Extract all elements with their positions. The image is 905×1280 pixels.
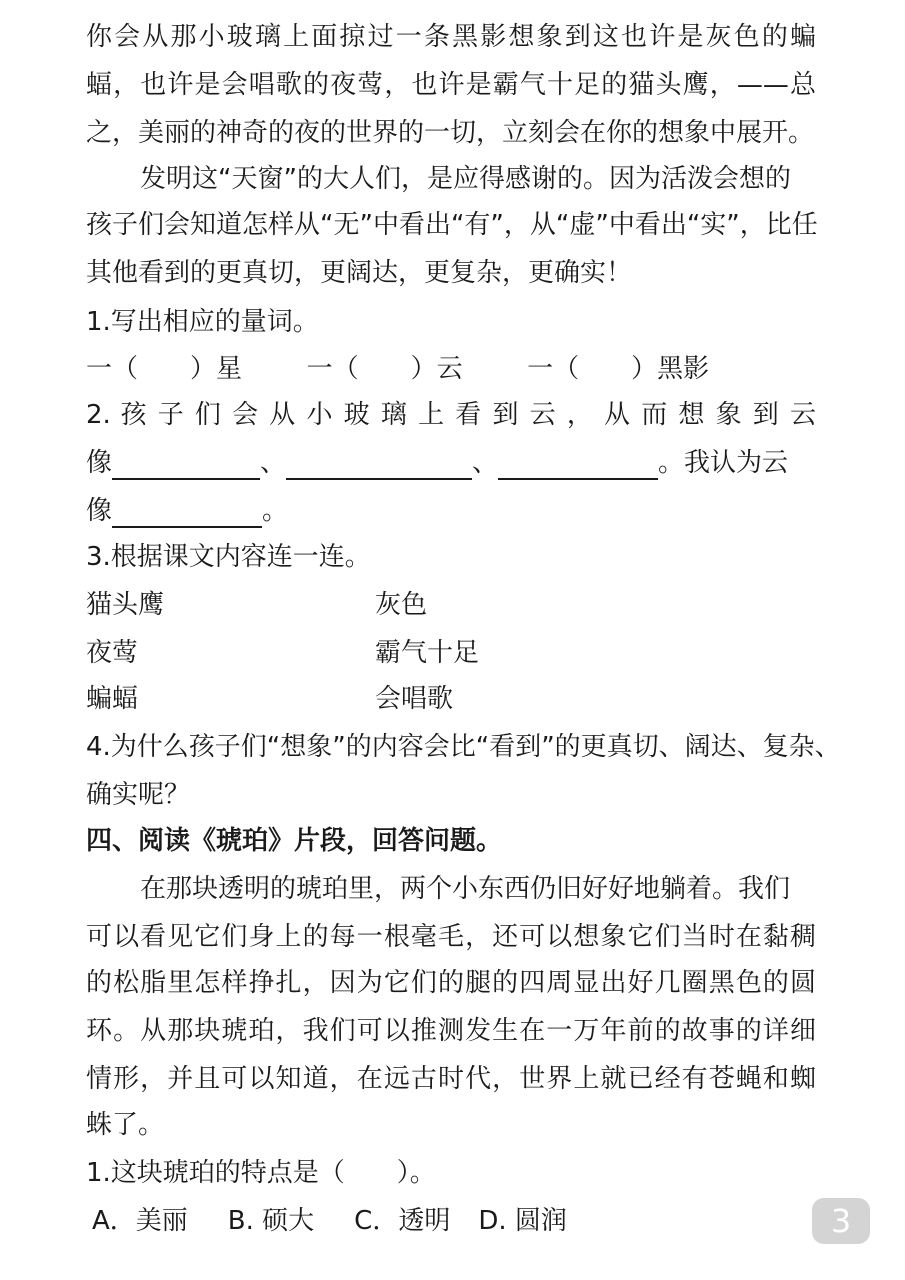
answer-blank[interactable] [112,450,260,480]
answer-blank[interactable] [498,450,658,480]
section-4-question-1: 1.这块琥珀的特点是（ ）。 [86,1158,436,1188]
measure-word-row [86,352,709,386]
question-4-line: 4.为什么孩子们“想象”的内容会比“看到”的更真切、阔达、复杂、 [86,732,841,762]
match-row [86,588,826,622]
question-2-line: 2. 孩 子 们 会 从 小 玻 璃 上 看 到 云 ， 从 而 想 象 到 云 [86,400,816,430]
passage-line: 你会从那小玻璃上面掠过一条黑影想象到这也许是灰色的蝙 [86,22,816,52]
match-row [86,636,826,670]
choice-options [92,1204,567,1238]
match-right-item[interactable]: 会唱歌 [375,684,454,714]
match-row [86,682,826,716]
option-b[interactable]: B. 硕大 [227,1206,315,1236]
passage-line: 孩子们会知道怎样从“无”中看出“有”，从“虚”中看出“实”，比任 [86,210,818,240]
option-d[interactable]: D. 圆润 [478,1206,567,1236]
option-a[interactable]: A．美丽 [92,1206,188,1236]
measure-word-item[interactable]: 一（ ）星 [86,354,243,384]
match-right-item[interactable]: 霸气十足 [375,638,480,668]
passage-line: 之，美丽的神奇的夜的世界的一切，立刻会在你的想象中展开。 [86,118,815,148]
match-left-item[interactable]: 蝙蝠 [86,684,139,714]
question-2-opinion: 像 。 [86,496,289,526]
passage-line: 环。从那块琥珀，我们可以推测发生在一万年前的故事的详细 [86,1016,816,1046]
passage-line: 的松脂里怎样挣扎，因为它们的腿的四周显出好几圈黑色的圆 [86,968,816,998]
answer-blank[interactable] [286,450,472,480]
answer-blank[interactable] [112,498,262,528]
passage-line: 蛛了。 [86,1110,165,1140]
passage-line: 情形，并且可以知道，在远古时代，世界上就已经有苍蝇和蜘 [86,1064,816,1094]
question-1-title: 1.写出相应的量词。 [86,307,319,337]
passage-line: 发明这“天窗”的大人们，是应得感谢的。因为活泼会想的 [140,164,791,194]
match-left-item[interactable]: 猫头鹰 [86,590,165,620]
question-2-blanks: 像 、 、 。我认为云 [86,448,789,478]
passage-line: 在那块透明的琥珀里，两个小东西仍旧好好地躺着。我们 [140,874,791,904]
passage-line: 可以看见它们身上的每一根毫毛，还可以想象它们当时在黏稠 [86,922,816,952]
question-3-title: 3.根据课文内容连一连。 [86,542,371,572]
passage-line: 其他看到的更真切，更阔达，更复杂，更确实！ [86,258,633,288]
passage-line: 蝠，也许是会唱歌的夜莺，也许是霸气十足的猫头鹰，——总 [86,70,816,100]
page-number-badge: 3 [812,1198,870,1244]
section-heading: 四、阅读《琥珀》片段，回答问题。 [86,826,503,856]
question-4-line: 确实呢？ [86,780,191,810]
match-right-item[interactable]: 灰色 [375,590,428,620]
measure-word-item[interactable]: 一（ ）云 [306,354,463,384]
match-left-item[interactable]: 夜莺 [86,638,139,668]
measure-word-item[interactable]: 一（ ）黑影 [527,354,710,384]
option-c[interactable]: C．透明 [354,1206,451,1236]
